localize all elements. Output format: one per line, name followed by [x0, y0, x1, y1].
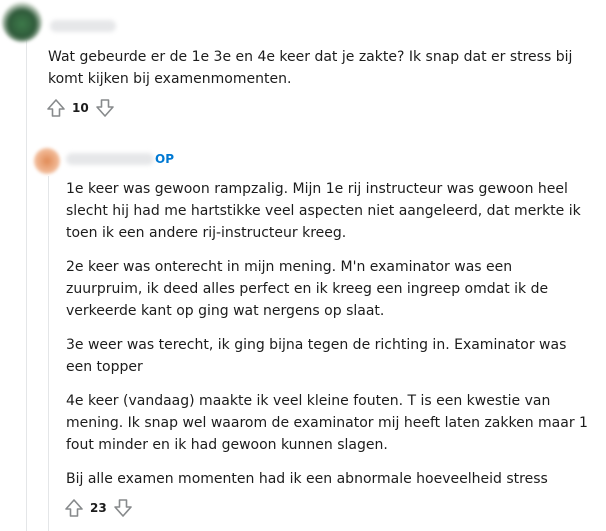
- downvote-button[interactable]: [111, 496, 135, 520]
- comment-paragraph: Bij alle examen momenten had ik een abnormale hoeveelheid stress: [66, 471, 548, 487]
- upvote-arrow-icon: [64, 498, 84, 518]
- vote-score: 23: [90, 501, 107, 515]
- vote-score: 10: [72, 101, 89, 115]
- upvote-button[interactable]: [44, 96, 68, 120]
- comment-paragraph: 3e weer was terecht, ik ging bijna tegen de richting in. Examinator was een topper: [66, 337, 567, 375]
- avatar[interactable]: [34, 148, 60, 174]
- vote-bar: [62, 496, 135, 520]
- avatar[interactable]: [2, 2, 42, 42]
- downvote-arrow-icon: [113, 498, 133, 518]
- username-redacted[interactable]: [50, 20, 116, 32]
- comment-paragraph: 1e keer was gewoon rampzalig. Mijn 1e rij instructeur was gewoon heel slecht hij had me hartstikke veel aspecten niet aangeleerd, dat merkte ik toen ik een andere rij-instructeur kreeg.: [66, 181, 581, 241]
- upvote-arrow-icon: [46, 98, 66, 118]
- op-badge: OP: [155, 152, 174, 166]
- username-redacted[interactable]: [66, 153, 154, 165]
- upvote-button[interactable]: [62, 496, 86, 520]
- downvote-button[interactable]: [93, 96, 117, 120]
- comment-paragraph: Wat gebeurde er de 1e 3e en 4e keer dat je zakte? Ik snap dat er stress bij komt kijken bij examenmomenten.: [48, 49, 573, 87]
- comment-body: [48, 46, 588, 102]
- comment-paragraph: 2e keer was onterecht in mijn mening. M'n examinator was een zuurpruim, ik deed alles perfect en ik kreeg een ingreep omdat ik de verkeerde kant op ging wat nergens op slaat.: [66, 259, 549, 319]
- comment-body: [66, 178, 588, 502]
- vote-bar: [44, 96, 117, 120]
- thread-line-main[interactable]: [26, 40, 27, 531]
- thread-line-reply[interactable]: [48, 176, 49, 531]
- comment-paragraph: 4e keer (vandaag) maakte ik veel kleine fouten. T is een kwestie van mening. Ik snap wel waarom de examinator mij heeft laten zakken maar 1 fout minder en ik had gewoon kunnen slagen.: [66, 393, 588, 453]
- downvote-arrow-icon: [95, 98, 115, 118]
